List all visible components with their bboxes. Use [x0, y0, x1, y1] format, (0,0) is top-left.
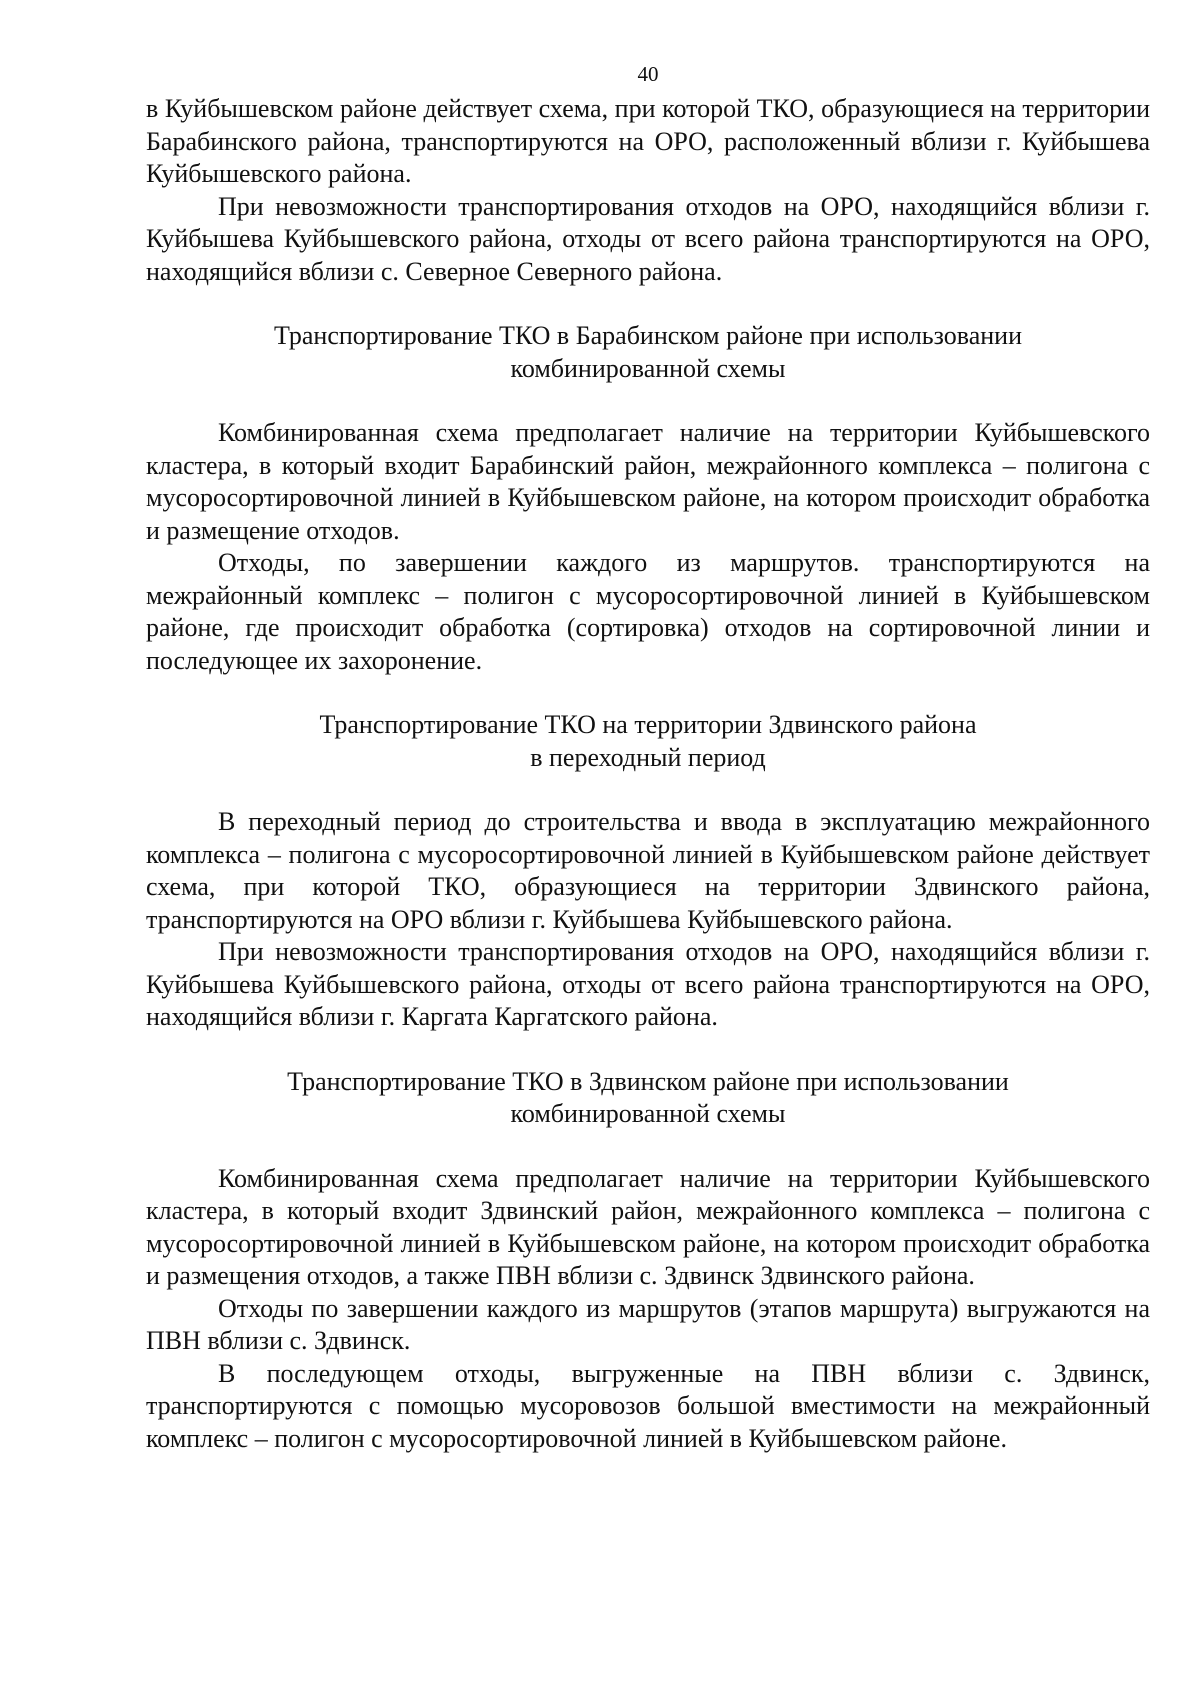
section-heading-line: комбинированной схемы	[510, 353, 786, 383]
paragraph: Отходы по завершении каждого из маршрутов (этапов маршрута) выгружаются на ПВН вблизи с. Здвинск.	[146, 1293, 1150, 1355]
section-heading-line: Транспортирование ТКО на территории Здвинского района	[319, 710, 977, 739]
section-heading-line: в переходный период	[530, 742, 766, 772]
paragraph: в Куйбышевском районе действует схема, при которой ТКО, образующиеся на территории Барабинского района, транспортируются на ОРО, расположенный вблизи г. Куйбышева Куйбышевского района.	[146, 94, 1150, 188]
section-heading	[146, 709, 1150, 774]
document-page	[146, 60, 1150, 1455]
section-heading-line: Транспортирование ТКО в Здвинском районе при использовании	[287, 1066, 1009, 1096]
paragraph: Комбинированная схема предполагает наличие на территории Куйбышевского кластера, в который входит Барабинский район, межрайонного комплекса – полигона с мусоросортировочной линией в Куйбышевском районе, на котором происходит обработка и размещение отходов.	[146, 418, 1150, 545]
paragraph: В последующем отходы, выгруженные на ПВН вблизи с. Здвинск, транспортируются с помощью мусоровозов большой вместимости на межрайонный комплекс – полигон с мусоросортировочной линией в Куйбышевском районе.	[146, 1358, 1150, 1453]
section-heading-line: Транспортирование ТКО в Барабинском районе при использовании	[273, 321, 1022, 350]
section-heading	[146, 320, 1150, 385]
page-number: 40	[637, 62, 659, 86]
paragraph: Комбинированная схема предполагает наличие на территории Куйбышевского кластера, в который входит Здвинский район, межрайонного комплекса – полигона с мусоросортировочной линией в Куйбышевском районе, на котором происходит обработка и размещения отходов, а также ПВН вблизи с. Здвинск Здвинского района.	[146, 1163, 1150, 1290]
paragraph: При невозможности транспортирования отходов на ОРО, находящийся вблизи г. Куйбышева Куйбышевского района, отходы от всего района транспортируются на ОРО, находящийся вблизи с. Северное Северного района.	[146, 191, 1150, 286]
paragraph: Отходы, по завершении каждого из маршрутов. транспортируются на межрайонный комплекс – полигон с мусоросортировочной линией в Куйбышевском районе, где происходит обработка (сортировка) отходов на сортировочной линии и последующее их захоронение.	[146, 548, 1150, 675]
section-heading	[146, 1066, 1150, 1131]
section-heading-line: комбинированной схемы	[510, 1099, 786, 1128]
paragraph: В переходный период до строительства и ввода в эксплуатацию межрайонного комплекса – полигона с мусоросортировочной линией в Куйбышевском районе действует схема, при которой ТКО, образующиеся на территории Здвинского района, транспортируются на ОРО вблизи г. Куйбышева Куйбышевского района.	[146, 807, 1150, 934]
paragraph: При невозможности транспортирования отходов на ОРО, находящийся вблизи г. Куйбышева Куйбышевского района, отходы от всего района транспортируются на ОРО, находящийся вблизи г. Каргата Каргатского района.	[146, 937, 1150, 1031]
